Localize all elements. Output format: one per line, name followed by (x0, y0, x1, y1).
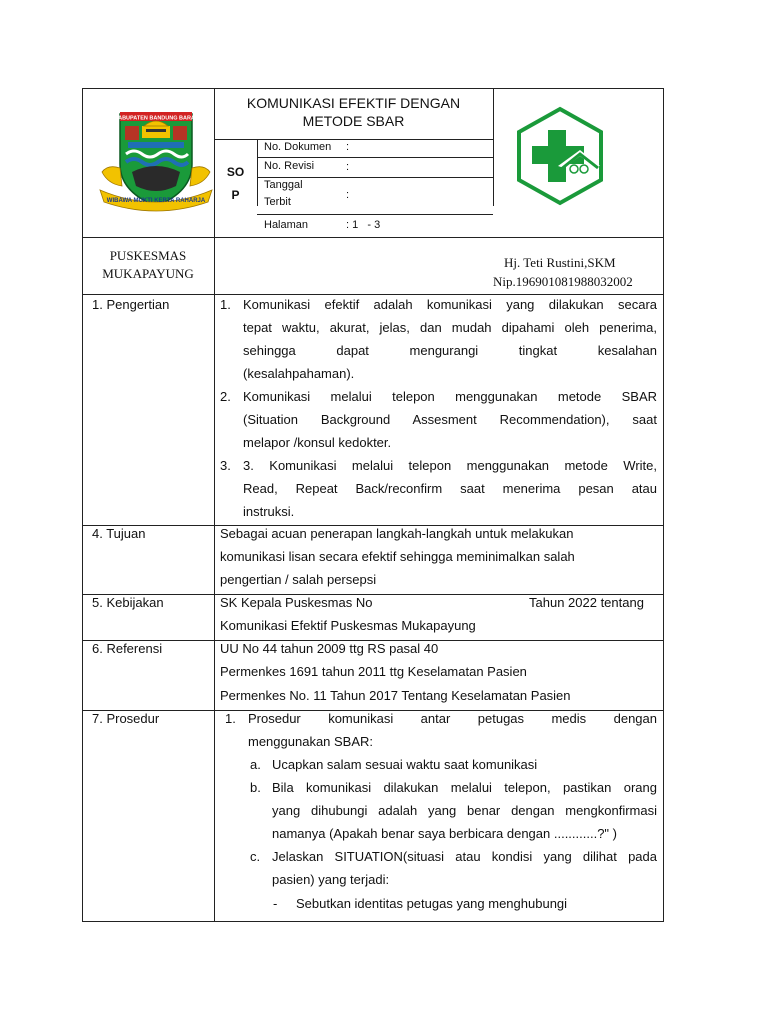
sop-label-line2: P (231, 188, 240, 202)
pengertian-item3-line2: Read, Repeat Back/reconfirm saat menerima pesan atau (243, 481, 657, 496)
kebijakan-line1-left: SK Kepala Puskesmas No (220, 595, 373, 610)
logo-motto-text: WIBAWA MUKTI KERTA RAHARJA (106, 198, 206, 204)
meta-value-no-dokumen: : (346, 141, 350, 153)
meta-label-tanggal: Tanggal (264, 179, 303, 191)
prosedur-line2: menggunakan SBAR: (248, 734, 374, 749)
pengertian-item3-line1: 3. Komunikasi melalui telepon menggunakan metode Write, (243, 458, 657, 473)
prosedur-sub-b-line1: Bila komunikasi dilakukan melalui telepon, pastikan orang (272, 780, 657, 795)
signer-name: Hj. Teti Rustini,SKM (504, 255, 616, 270)
meta-value-no-revisi: : (346, 161, 350, 173)
divider-meta3 (257, 214, 493, 215)
sop-title-line2: METODE SBAR (302, 113, 405, 129)
sop-label-line1: SO (226, 165, 245, 179)
section-label-tujuan: 4. Tujuan (92, 526, 146, 541)
prosedur-sub-c-letter: c. (250, 849, 261, 864)
pengertian-item2-line1: Komunikasi melalui telepon menggunakan metode SBAR (243, 389, 657, 404)
prosedur-dash-text: Sebutkan identitas petugas yang menghubungi (296, 896, 568, 911)
puskesmas-logo (510, 106, 610, 206)
section-label-pengertian: 1. Pengertian (92, 297, 170, 312)
org-name-line2: MUKAPAYUNG (102, 266, 194, 281)
meta-value-halaman: : 1 - 3 (346, 219, 381, 231)
signer-nip: Nip.196901081988032002 (493, 274, 633, 289)
sop-document (82, 88, 664, 922)
prosedur-sub-c-line2: pasien) yang terjadi: (272, 872, 390, 887)
logo-banner-text: KABUPATEN BANDUNG BARAT (114, 115, 198, 122)
pengertian-item2-num: 2. (220, 389, 231, 404)
divider-meta1 (257, 157, 493, 158)
meta-value-tanggal: : (346, 189, 350, 201)
meta-label-terbit: Terbit (264, 196, 291, 208)
prosedur-sub-b-line3: namanya (Apakah benar saya berbicara dengan ............?" ) (272, 826, 617, 841)
pengertian-item1-num: 1. (220, 297, 231, 312)
sop-title-line1: KOMUNIKASI EFEKTIF DENGAN (246, 95, 461, 111)
tujuan-line3: pengertian / salah persepsi (220, 572, 377, 587)
referensi-line1: UU No 44 tahun 2009 ttg RS pasal 40 (220, 641, 439, 656)
divider-col1 (214, 88, 215, 922)
prosedur-sub-a-letter: a. (250, 757, 261, 772)
pengertian-item2-line3: melapor /konsul kedokter. (243, 435, 392, 450)
kebijakan-line2: Komunikasi Efektif Puskesmas Mukapayung (220, 618, 476, 633)
divider-col3 (493, 88, 494, 206)
pengertian-item1-line4: (kesalahpahaman). (243, 366, 355, 381)
divider-sop (257, 139, 258, 206)
prosedur-line1: Prosedur komunikasi antar petugas medis dengan (248, 711, 657, 726)
referensi-line2: Permenkes 1691 tahun 2011 ttg Keselamatan Pasien (220, 664, 527, 679)
pengertian-item1-line2: tepat waktu, akurat, jelas, dan mudah dipahami oleh penerima, (243, 320, 657, 335)
section-label-prosedur: 7. Prosedur (92, 711, 160, 726)
referensi-line3: Permenkes No. 11 Tahun 2017 Tentang Keselamatan Pasien (220, 688, 571, 703)
pengertian-item3-line3: instruksi. (243, 504, 295, 519)
pengertian-item1-line3: sehingga dapat mengurangi tingkat kesalahan (243, 343, 657, 358)
tujuan-line1: Sebagai acuan penerapan langkah-langkah untuk melakukan (220, 526, 574, 541)
prosedur-sub-c-line1: Jelaskan SITUATION(situasi atau kondisi yang dilihat pada (272, 849, 657, 864)
divider-header (82, 237, 664, 238)
pengertian-item3-num: 3. (220, 458, 231, 473)
kabupaten-logo (98, 102, 214, 214)
border-right (663, 88, 664, 922)
meta-label-no-dokumen: No. Dokumen (264, 141, 332, 153)
pengertian-item1-line1: Komunikasi efektif adalah komunikasi yang dilakukan secara (243, 297, 657, 312)
section-label-kebijakan: 5. Kebijakan (92, 595, 164, 610)
pengertian-item2-line2: (Situation Background Assesment Recommendation), saat (243, 412, 657, 427)
prosedur-sub-a-line1: Ucapkan salam sesuai waktu saat komunikasi (272, 757, 538, 772)
kebijakan-line1-right: Tahun 2022 tentang (529, 595, 644, 610)
meta-label-no-revisi: No. Revisi (264, 160, 315, 172)
org-name-line1: PUSKESMAS (109, 248, 187, 263)
section-label-referensi: 6. Referensi (92, 641, 163, 656)
divider-title (214, 139, 493, 140)
prosedur-sub-b-letter: b. (250, 780, 261, 795)
meta-label-halaman: Halaman (264, 219, 309, 231)
border-bottom (82, 921, 664, 922)
prosedur-sub-b-line2: yang dihubungi adalah yang benar dengan mengkonfirmasi (272, 803, 657, 818)
tujuan-line2: komunikasi lisan secara efektif sehingga meminimalkan salah (220, 549, 575, 564)
border-left (82, 88, 83, 922)
prosedur-dash: - (273, 896, 278, 911)
prosedur-num: 1. (225, 711, 236, 726)
border-top (82, 88, 664, 89)
